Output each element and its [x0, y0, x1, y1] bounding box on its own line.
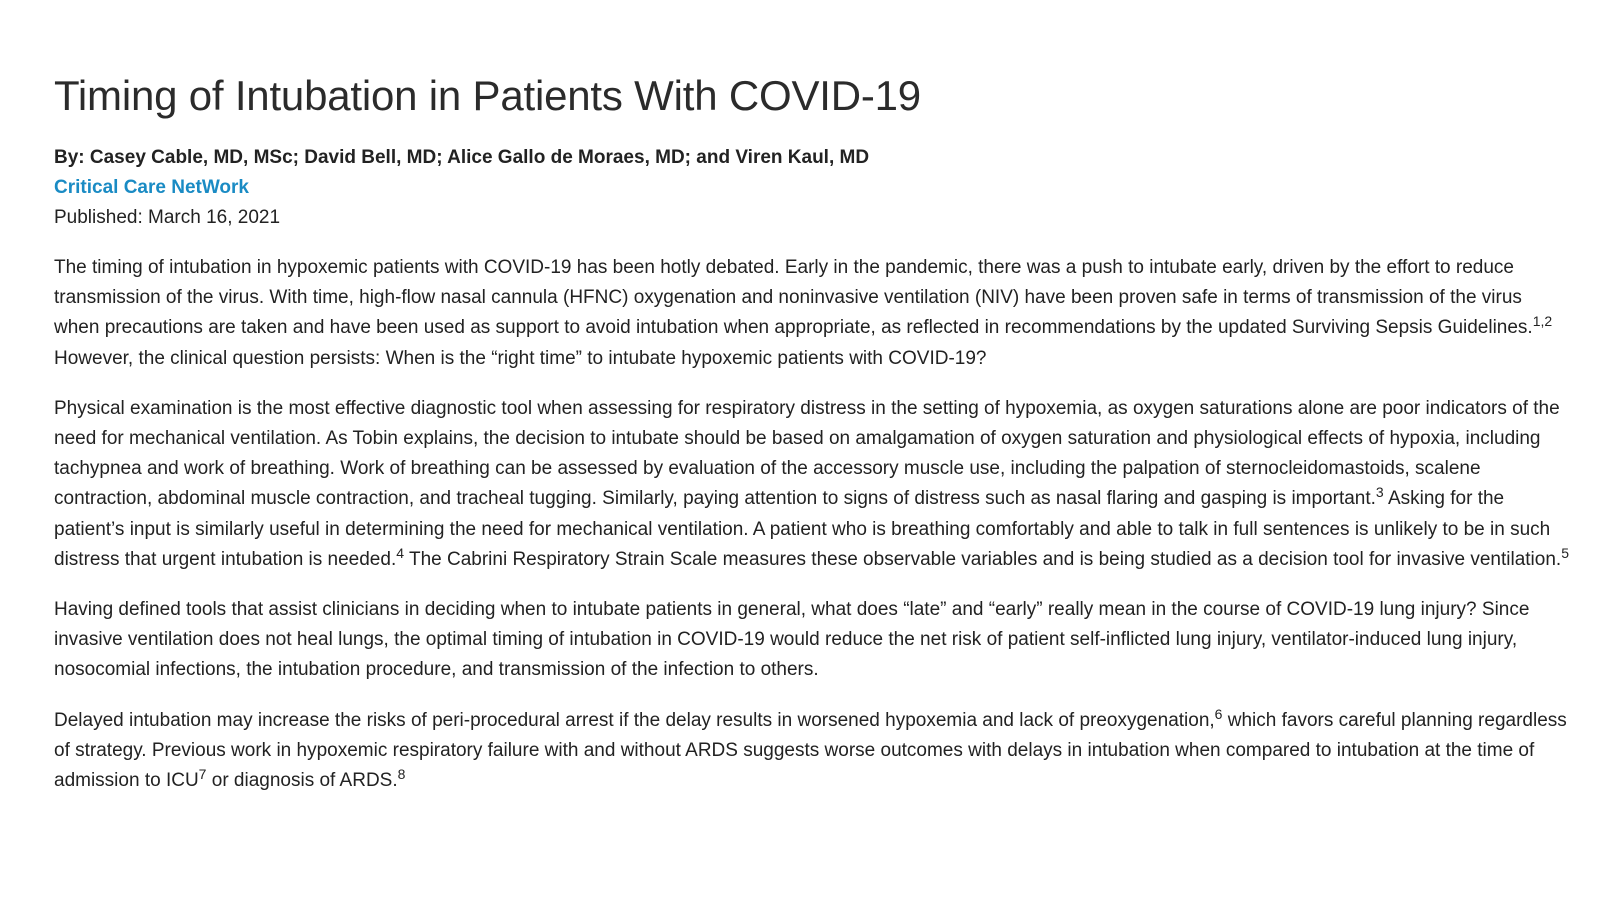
- citation-ref[interactable]: 1,2: [1532, 313, 1553, 330]
- network-link[interactable]: Critical Care NetWork: [54, 177, 249, 198]
- citation-ref[interactable]: 6: [1214, 705, 1223, 722]
- paragraph-2: [54, 394, 1570, 575]
- paragraph-text: However, the clinical question persists: When is the “right time” to intubate hypoxemic patients with COVID-19?: [54, 347, 987, 369]
- paragraph-text: Delayed intubation may increase the risks of peri-procedural arrest if the delay results in worsened hypoxemia and lack of preoxygenation,: [54, 709, 1215, 731]
- paragraph-1: [54, 253, 1570, 374]
- published-date: Published: March 16, 2021: [54, 207, 281, 228]
- article: [54, 70, 1570, 816]
- paragraph-text: or diagnosis of ARDS.: [206, 770, 398, 792]
- citation-ref[interactable]: 5: [1561, 544, 1569, 561]
- citation-ref[interactable]: 7: [198, 766, 207, 783]
- paragraph-3: [54, 595, 1570, 686]
- article-body: [54, 253, 1570, 796]
- paragraph-text: Having defined tools that assist clinicians in deciding when to intubate patients in general, what does “late” and “early” really mean in the course of COVID-19 lung injury? Since invasive ventilation does not heal lungs, the optimal timing of intubation in COVID-19 would reduce the net risk of patient self-inflicted lung injury, ventilator-induced lung injury, nosocomial infections, the intubation procedure, and transmission of the infection to others.: [54, 599, 1530, 681]
- paragraph-text: The timing of intubation in hypoxemic patients with COVID-19 has been hotly debated. Early in the pandemic, there was a push to intubate early, driven by the effort to reduce transmission of the virus. With time, high-flow nasal cannula (HFNC) oxygenation and noninvasive ventilation (NIV) have been proven safe in terms of transmission of the virus when precautions are taken and have been used as support to avoid intubation when appropriate, as reflected in recommendations by the updated Surviving Sepsis Guidelines.: [54, 257, 1533, 339]
- citation-ref[interactable]: 3: [1375, 484, 1384, 501]
- paragraph-text: Physical examination is the most effective diagnostic tool when assessing for respiratory distress in the setting of hypoxemia, as oxygen saturations alone are poor indicators of the need for mechanical ventilation. As Tobin explains, the decision to intubate should be based on amalgamation of oxygen saturation and physiological effects of hypoxia, including tachypnea and work of breathing. Work of breathing can be assessed by evaluation of the accessory muscle use, including the palpation of sternocleidomastoids, scalene contraction, abdominal muscle contraction, and tracheal tugging. Similarly, paying attention to signs of distress such as nasal flaring and gasping is important.: [54, 397, 1560, 510]
- author-byline: By: Casey Cable, MD, MSc; David Bell, MD; Alice Gallo de Moraes, MD; and Viren Kaul, MD: [54, 147, 870, 168]
- citation-ref[interactable]: 4: [396, 544, 405, 561]
- paragraph-4: [54, 706, 1570, 797]
- paragraph-text: The Cabrini Respiratory Strain Scale measures these observable variables and is being studied as a decision tool for invasive ventilation.: [404, 548, 1562, 570]
- paragraph-text: Asking for the patient’s input is similarly useful in determining the need for mechanical ventilation. A patient who is breathing comfortably and able to talk in full sentences is unlikely to be in such distress that urgent intubation is needed.: [54, 488, 1551, 570]
- citation-ref[interactable]: 8: [397, 766, 406, 783]
- paragraph-text: which favors careful planning regardless of strategy. Previous work in hypoxemic respiratory failure with and without ARDS suggests worse outcomes with delays in intubation when compared to intubation at the time of admission to ICU: [54, 709, 1567, 792]
- page-title: Timing of Intubation in Patients With COVID-19: [54, 72, 921, 119]
